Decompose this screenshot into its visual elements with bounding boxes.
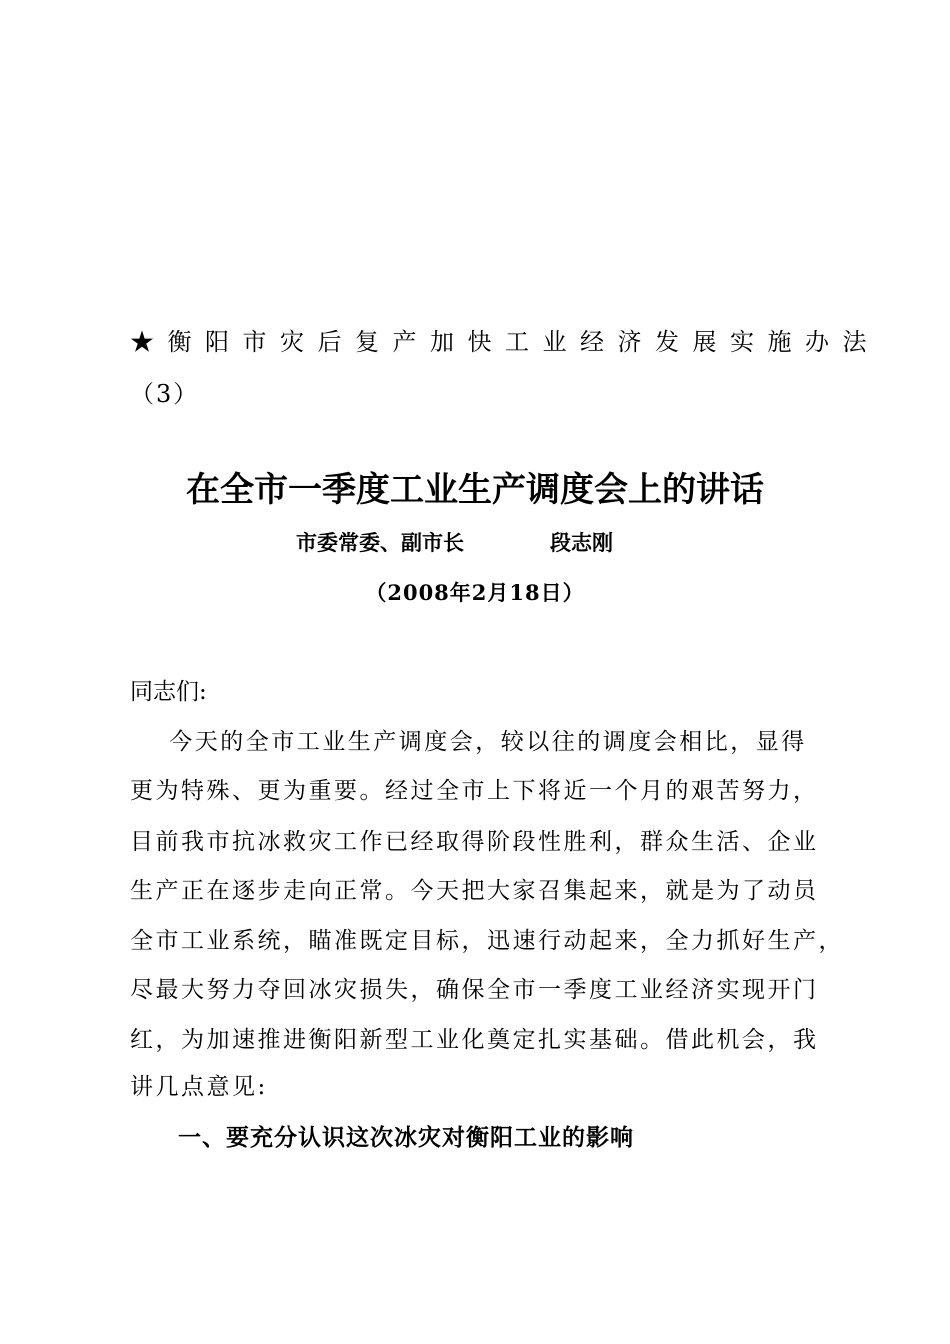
author-position: 市委常委、副市长 — [296, 530, 464, 555]
body-line: 今天的全市工业生产调度会，较以往的调度会相比，显得 — [130, 729, 807, 755]
section-heading-1: 一、要充分认识这次冰灾对衡阳工业的影响 — [178, 1125, 634, 1151]
greeting: 同志们: — [130, 679, 207, 705]
body-line: 尽最大努力夺回冰灾损失，确保全市一季度工业经济实现开门 — [130, 977, 819, 1003]
body-line: 目前我市抗冰救灾工作已经取得阶段性胜利，群众生活、企业 — [130, 829, 819, 855]
document-header-line-2: （3） — [130, 380, 200, 408]
author-name: 段志刚 — [550, 530, 613, 555]
body-line: 讲几点意见: — [130, 1074, 268, 1100]
body-line: 红，为加速推进衡阳新型工业化奠定扎实基础。借此机会，我 — [130, 1027, 819, 1053]
author-line — [296, 528, 613, 558]
body-line: 全市工业系统，瞄准既定目标，迅速行动起来，全力抓好生产， — [130, 928, 844, 954]
body-line: 生产正在逐步走向正常。今天把大家召集起来，就是为了动员 — [130, 878, 819, 904]
speech-date: （2008年2月18日） — [365, 580, 585, 605]
document-header-line-1: ★衡阳市灾后复产加快工业经济发展实施办法 — [130, 328, 880, 356]
speech-title: 在全市一季度工业生产调度会上的讲话 — [186, 470, 764, 510]
body-line: 更为特殊、更为重要。经过全市上下将近一个月的艰苦努力， — [130, 778, 819, 804]
